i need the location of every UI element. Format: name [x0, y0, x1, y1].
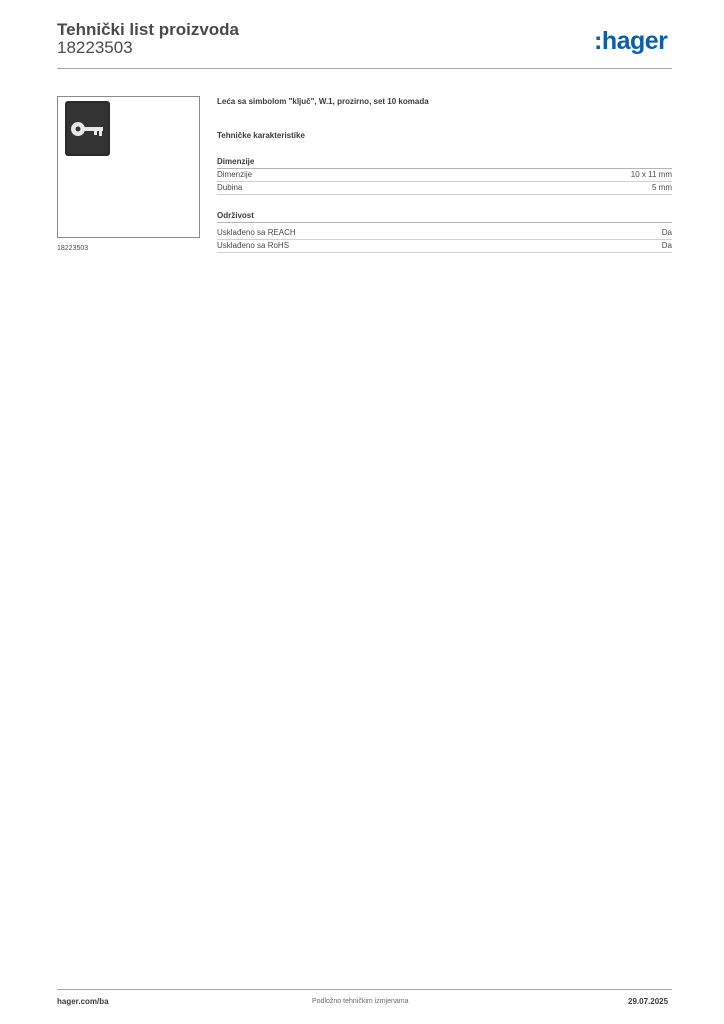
footer-note: Podložno tehničkim izmjenama	[312, 998, 409, 1005]
header-divider	[57, 68, 672, 69]
hager-logo: :hager	[594, 27, 668, 55]
spec-label: Usklađeno sa REACH	[217, 228, 296, 237]
document-title: Tehnički list proizvoda	[57, 20, 239, 39]
spec-value: 5 mm	[652, 183, 672, 192]
spec-row	[217, 240, 672, 253]
spec-row	[217, 169, 672, 182]
spec-row	[217, 227, 672, 240]
group-heading: Održivost	[217, 210, 672, 223]
product-image-frame	[57, 96, 200, 238]
spec-value: Da	[661, 241, 672, 250]
product-code: 18223503	[57, 38, 133, 57]
spec-group-sustainability	[217, 210, 672, 253]
specs-heading: Tehničke karakteristike	[217, 131, 305, 140]
group-heading: Dimenzije	[217, 156, 672, 169]
spec-label: Dubina	[217, 183, 243, 192]
spec-value: Da	[661, 228, 672, 237]
footer-date: 29.07.2025	[628, 997, 669, 1006]
spec-value: 10 x 11 mm	[630, 170, 672, 179]
footer-website: hager.com/ba	[57, 997, 109, 1006]
product-title: Leća sa simbolom "ključ", W.1, prozirno, set 10 komada	[217, 97, 429, 106]
footer-divider	[57, 989, 672, 990]
image-caption: 18223503	[57, 245, 89, 252]
spec-label: Usklađeno sa RoHS	[217, 241, 290, 250]
product-image	[58, 97, 199, 237]
spec-row	[217, 182, 672, 195]
spec-group-dimensions	[217, 156, 672, 195]
spec-label: Dimenzije	[217, 170, 253, 179]
logo-text: hager	[601, 27, 668, 55]
